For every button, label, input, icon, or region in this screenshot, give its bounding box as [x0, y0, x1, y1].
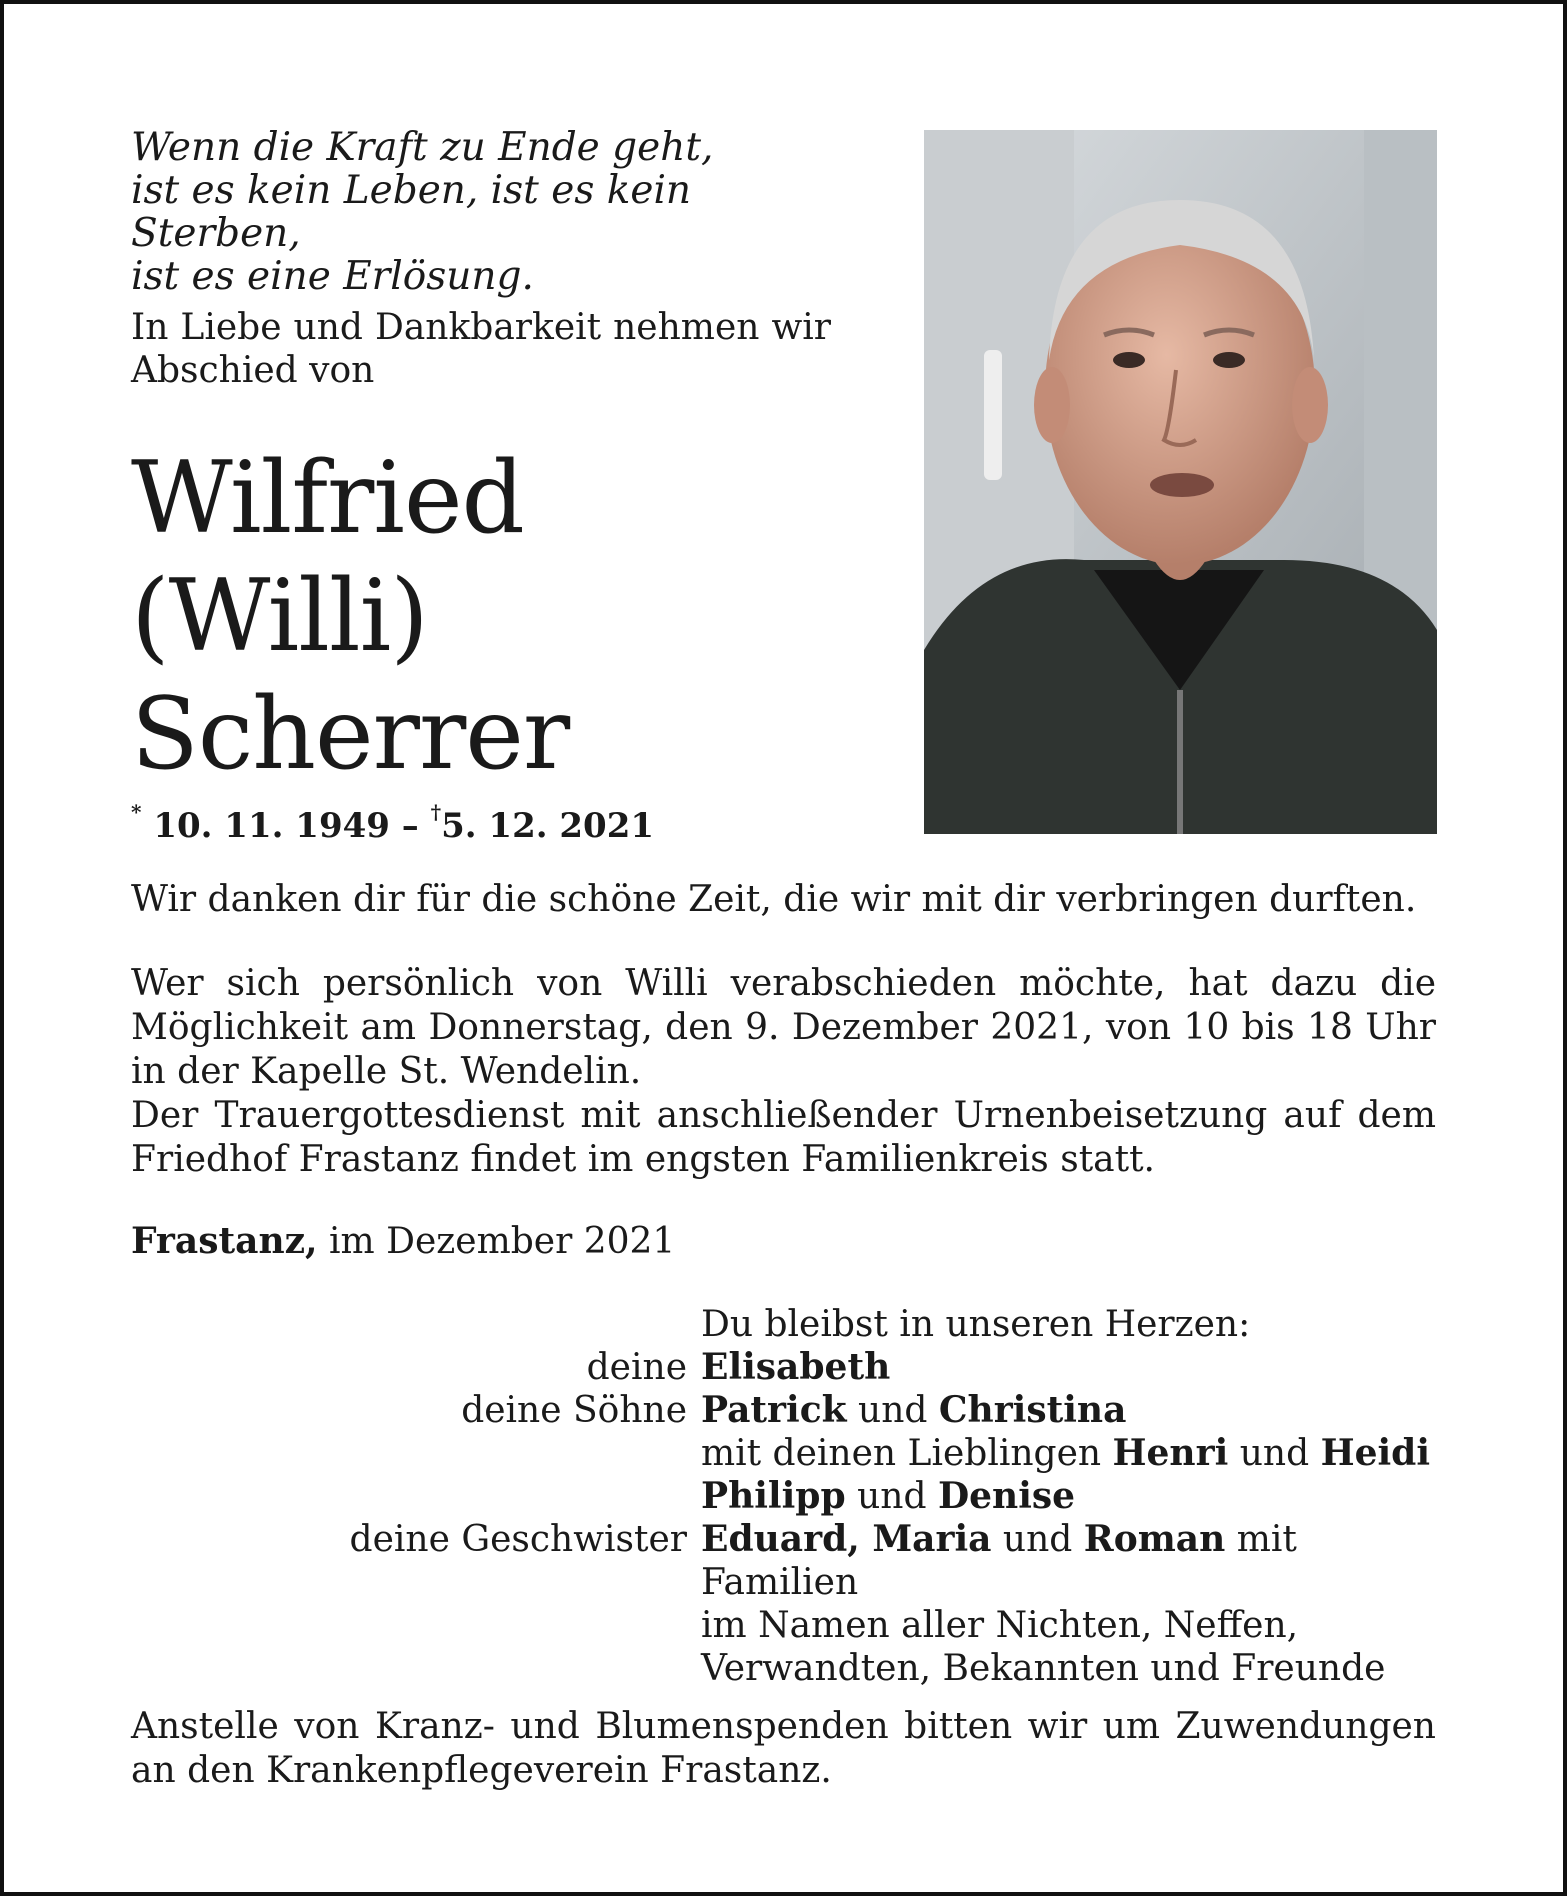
survivor-relation	[131, 1475, 701, 1518]
notice-body	[131, 878, 1436, 1182]
survivor-row	[131, 1389, 1436, 1432]
survivors-list	[131, 1303, 1436, 1690]
survivor-names	[701, 1389, 1436, 1432]
place-month: im Dezember 2021	[329, 1221, 676, 1262]
date-separator: –	[389, 806, 431, 846]
survivor-row	[131, 1647, 1436, 1690]
survivor-names	[701, 1432, 1436, 1475]
survivor-name: Roman	[1083, 1518, 1226, 1560]
portrait-illustration	[924, 130, 1437, 834]
survivor-text: und	[991, 1519, 1084, 1560]
survivor-row	[131, 1346, 1436, 1389]
survivor-relation	[131, 1604, 701, 1647]
opening-quote	[131, 126, 831, 298]
quote-line: ist es eine Erlösung.	[131, 254, 534, 299]
portrait-photo	[924, 130, 1437, 834]
death-symbol: †	[430, 800, 442, 824]
death-date: 5. 12. 2021	[441, 806, 655, 846]
donation-note: Anstelle von Kranz- und Blumenspenden bitten wir um Zuwendungen an den Krankenpflegeverein Frastanz.	[131, 1706, 1436, 1791]
place-town: Frastanz,	[131, 1220, 318, 1262]
survivor-names	[701, 1647, 1436, 1690]
survivor-names	[701, 1518, 1436, 1604]
service-paragraph: Der Trauergottesdienst mit anschließender Urnenbeisetzung auf dem Friedhof Frastanz findet im engsten Familienkreis statt.	[131, 1095, 1436, 1180]
survivor-relation	[131, 1647, 701, 1690]
survivor-name: Patrick	[701, 1389, 847, 1431]
survivor-names	[701, 1604, 1436, 1647]
survivor-text: mit Familien	[701, 1519, 1297, 1603]
survivor-name: Henri	[1112, 1432, 1229, 1474]
survivor-name: Denise	[937, 1475, 1076, 1517]
survivor-text: und	[1228, 1433, 1321, 1474]
survivor-text: und	[846, 1390, 939, 1431]
life-dates	[131, 800, 654, 846]
intro-text: In Liebe und Dankbarkeit nehmen wir Abschied von	[131, 307, 831, 391]
birth-symbol: *	[131, 800, 142, 824]
survivor-row	[131, 1604, 1436, 1647]
survivor-name: Eduard, Maria	[701, 1518, 992, 1560]
thanks-paragraph: Wir danken dir für die schöne Zeit, die wir mit dir verbringen durften.	[131, 879, 1417, 920]
farewell-paragraph: Wer sich persönlich von Willi verabschieden möchte, hat dazu die Möglichkeit am Donnerstag, den 9. Dezember 2021, von 10 bis 18 Uhr in der Kapelle St. Wendelin.	[131, 963, 1436, 1092]
survivor-text: und	[845, 1476, 938, 1517]
survivor-names	[701, 1346, 1436, 1389]
name-line-last: Scherrer	[131, 677, 570, 792]
birth-date: 10. 11. 1949	[153, 806, 390, 846]
survivor-relation: deine Söhne	[461, 1390, 687, 1431]
quote-line: ist es kein Leben, ist es kein Sterben,	[131, 168, 692, 256]
name-line-first: Wilfried	[131, 441, 524, 556]
survivor-relation: deine Geschwister	[349, 1519, 687, 1560]
survivor-text: mit deinen Lieblingen	[701, 1433, 1113, 1474]
deceased-name	[131, 440, 569, 794]
survivor-name: Heidi	[1320, 1432, 1431, 1474]
name-line-nickname: (Willi)	[131, 559, 428, 674]
survivor-text: Verwandten, Bekannten und Freunde	[701, 1648, 1386, 1689]
place-date	[131, 1220, 675, 1262]
survivor-name: Elisabeth	[701, 1346, 891, 1388]
survivor-row	[131, 1432, 1436, 1475]
survivor-name: Christina	[938, 1389, 1127, 1431]
survivor-relation	[131, 1432, 701, 1475]
survivor-relation: deine	[586, 1347, 687, 1388]
survivor-row	[131, 1475, 1436, 1518]
survivor-row	[131, 1518, 1436, 1604]
quote-line: Wenn die Kraft zu Ende geht,	[131, 125, 714, 170]
survivors-heading-row	[131, 1303, 1436, 1346]
survivor-name: Philipp	[701, 1475, 846, 1517]
survivor-text: im Namen aller Nichten, Neffen,	[701, 1605, 1299, 1646]
survivors-heading: Du bleibst in unseren Herzen:	[701, 1304, 1251, 1345]
survivor-names	[701, 1475, 1436, 1518]
